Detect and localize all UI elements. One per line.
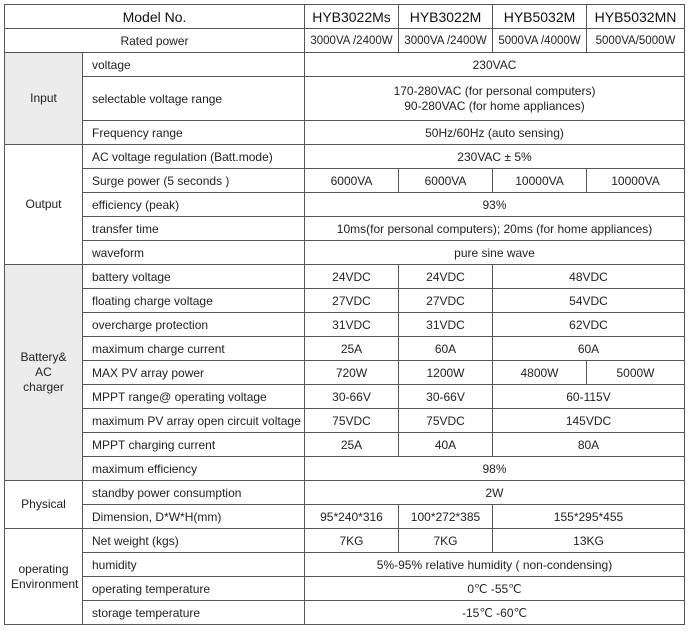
table-row <box>5 169 685 193</box>
value-cell: 48VDC <box>493 265 685 289</box>
param-label: Frequency range <box>83 121 305 145</box>
value-cell: 155*295*455 <box>493 505 685 529</box>
param-label: efficiency (peak) <box>83 193 305 217</box>
param-label: AC voltage regulation (Batt.mode) <box>83 145 305 169</box>
value-cell: 230VAC ± 5% <box>305 145 685 169</box>
param-label: Net weight (kgs) <box>83 529 305 553</box>
value-cell: 25A <box>305 433 399 457</box>
model-name: HYB3022Ms <box>305 5 399 29</box>
table-row <box>5 241 685 265</box>
table-row <box>5 121 685 145</box>
value-cell: 80A <box>493 433 685 457</box>
table-row <box>5 529 685 553</box>
spec-table <box>4 4 685 625</box>
rated-power-row <box>5 29 685 53</box>
param-label: humidity <box>83 553 305 577</box>
header-row <box>5 5 685 29</box>
value-cell: 5000W <box>587 361 685 385</box>
table-row <box>5 265 685 289</box>
model-name: HYB5032MN <box>587 5 685 29</box>
value-cell: 60A <box>493 337 685 361</box>
value-cell: 30-66V <box>305 385 399 409</box>
group-label: Input <box>5 53 83 145</box>
value-cell: 145VDC <box>493 409 685 433</box>
value-cell: 2W <box>305 481 685 505</box>
param-label: operating temperature <box>83 577 305 601</box>
value-cell: pure sine wave <box>305 241 685 265</box>
value-cell: 10000VA <box>493 169 587 193</box>
table-row <box>5 553 685 577</box>
value-cell: 1200W <box>399 361 493 385</box>
group-label: Physical <box>5 481 83 529</box>
value-cell: 24VDC <box>399 265 493 289</box>
rated-power-value: 3000VA /2400W <box>305 29 399 53</box>
table-row <box>5 289 685 313</box>
table-row <box>5 361 685 385</box>
value-cell: 30-66V <box>399 385 493 409</box>
value-cell: 25A <box>305 337 399 361</box>
table-row <box>5 313 685 337</box>
value-cell: 60A <box>399 337 493 361</box>
value-cell: 170-280VAC (for personal computers) 90-280VAC (for home appliances) <box>305 77 685 121</box>
value-cell: 0℃ -55℃ <box>305 577 685 601</box>
param-label: floating charge voltage <box>83 289 305 313</box>
value-cell: 720W <box>305 361 399 385</box>
param-label: MPPT range@ operating voltage <box>83 385 305 409</box>
table-row <box>5 577 685 601</box>
table-row <box>5 601 685 625</box>
table-row <box>5 409 685 433</box>
param-label: Dimension, D*W*H(mm) <box>83 505 305 529</box>
value-cell: 31VDC <box>305 313 399 337</box>
table-row <box>5 77 685 121</box>
value-cell: 95*240*316 <box>305 505 399 529</box>
table-row <box>5 385 685 409</box>
rated-power-label: Rated power <box>5 29 305 53</box>
param-label: battery voltage <box>83 265 305 289</box>
value-cell: 10000VA <box>587 169 685 193</box>
model-name: HYB5032M <box>493 5 587 29</box>
value-cell: 6000VA <box>305 169 399 193</box>
group-label: Battery& AC charger <box>5 265 83 481</box>
value-cell: 50Hz/60Hz (auto sensing) <box>305 121 685 145</box>
value-cell: -15℃ -60℃ <box>305 601 685 625</box>
value-cell: 5%-95% relative humidity ( non-condensing) <box>305 553 685 577</box>
table-row <box>5 481 685 505</box>
value-cell: 100*272*385 <box>399 505 493 529</box>
table-row <box>5 53 685 77</box>
group-label: Output <box>5 145 83 265</box>
param-label: overcharge protection <box>83 313 305 337</box>
model-name: HYB3022M <box>399 5 493 29</box>
value-cell: 40A <box>399 433 493 457</box>
rated-power-value: 3000VA /2400W <box>399 29 493 53</box>
table-row <box>5 145 685 169</box>
value-cell: 230VAC <box>305 53 685 77</box>
value-cell: 31VDC <box>399 313 493 337</box>
value-cell: 27VDC <box>399 289 493 313</box>
value-cell: 6000VA <box>399 169 493 193</box>
group-label: operating Environment <box>5 529 83 625</box>
value-cell: 98% <box>305 457 685 481</box>
param-label: waveform <box>83 241 305 265</box>
param-label: maximum charge current <box>83 337 305 361</box>
value-cell: 4800W <box>493 361 587 385</box>
param-label: maximum PV array open circuit voltage <box>83 409 305 433</box>
model-label: Model No. <box>5 5 305 29</box>
table-row <box>5 505 685 529</box>
table-row <box>5 193 685 217</box>
value-cell: 75VDC <box>305 409 399 433</box>
param-label: transfer time <box>83 217 305 241</box>
rated-power-value: 5000VA/5000W <box>587 29 685 53</box>
param-label: storage temperature <box>83 601 305 625</box>
value-cell: 10ms(for personal computers); 20ms (for home appliances) <box>305 217 685 241</box>
value-cell: 7KG <box>399 529 493 553</box>
table-row <box>5 433 685 457</box>
value-cell: 93% <box>305 193 685 217</box>
param-label: Surge power (5 seconds ) <box>83 169 305 193</box>
value-cell: 60-115V <box>493 385 685 409</box>
param-label: maximum efficiency <box>83 457 305 481</box>
value-cell: 24VDC <box>305 265 399 289</box>
param-label: standby power consumption <box>83 481 305 505</box>
value-cell: 7KG <box>305 529 399 553</box>
table-row <box>5 337 685 361</box>
table-row <box>5 457 685 481</box>
value-cell: 54VDC <box>493 289 685 313</box>
param-label: voltage <box>83 53 305 77</box>
param-label: MPPT charging current <box>83 433 305 457</box>
param-label: MAX PV array power <box>83 361 305 385</box>
rated-power-value: 5000VA /4000W <box>493 29 587 53</box>
value-cell: 62VDC <box>493 313 685 337</box>
table-row <box>5 217 685 241</box>
value-cell: 75VDC <box>399 409 493 433</box>
value-cell: 13KG <box>493 529 685 553</box>
value-cell: 27VDC <box>305 289 399 313</box>
param-label: selectable voltage range <box>83 77 305 121</box>
